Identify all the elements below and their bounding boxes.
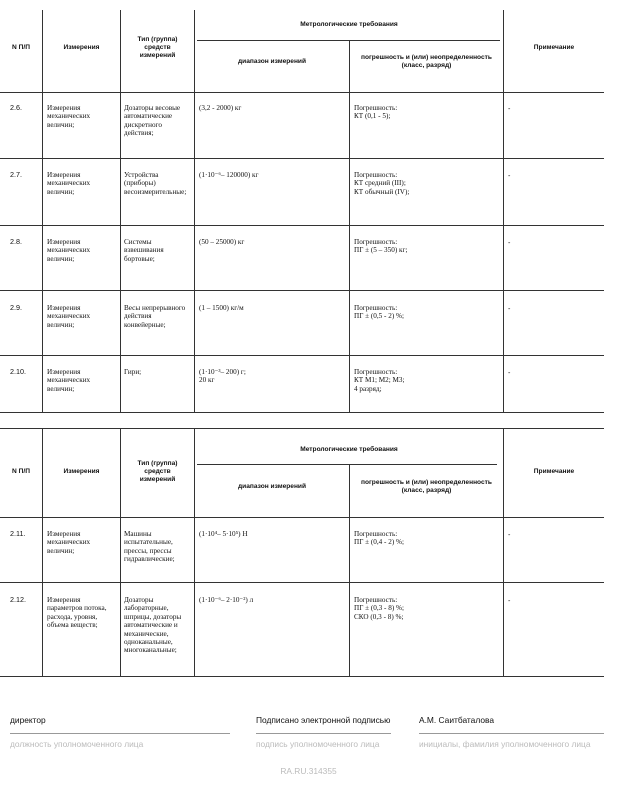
row-type: Весы непрерывного действия конвейерные; [124, 304, 186, 329]
row-note: - [508, 238, 511, 247]
row-type: Гири; [124, 368, 142, 376]
table-2-top-rule [0, 428, 604, 429]
row-divider [0, 355, 604, 356]
signature-caption: подпись уполномоченного лица [256, 739, 380, 749]
row-error: Погрешность: ПГ ± (0,3 - 8) %; СКО (0,3 - 8) %; [354, 596, 405, 621]
col-divider [503, 428, 504, 676]
col-divider [194, 428, 195, 676]
row-divider [0, 225, 604, 226]
header-type: Тип (группа) средств измерений [137, 460, 178, 484]
row-range: (3,2 - 2000) кг [199, 104, 242, 112]
row-error: Погрешность: ПГ ± (0,5 - 2) %; [354, 304, 405, 321]
row-type: Машины испытательные, прессы, прессы гидравлические; [124, 530, 175, 564]
row-error: Погрешность: ПГ ± (0,4 - 2) %; [354, 530, 405, 547]
row-measure: Измерения механических величин; [47, 238, 91, 263]
table-2-header-bottom-rule [0, 517, 604, 518]
row-number: 2.6. [10, 103, 22, 112]
row-note: - [508, 530, 511, 539]
table-2-bottom-rule [0, 676, 604, 677]
header-measure: Измерения [63, 44, 100, 51]
signed-electronically: Подписано электронной подписью [256, 715, 391, 725]
row-divider [0, 158, 604, 159]
row-note: - [508, 104, 511, 113]
col-divider [503, 10, 504, 412]
col-divider [120, 10, 121, 412]
position-underline [10, 733, 230, 734]
row-range: (1·10⁻⁶– 2·10⁻²) л [199, 596, 254, 604]
header-num: N П/П [12, 468, 30, 475]
position-caption: должность уполномоченного лица [10, 739, 144, 749]
row-range: (1·10⁻⁶– 120000) кг [199, 171, 259, 179]
row-note: - [508, 171, 511, 180]
row-range: (1·10⁻³– 200) г; 20 кг [199, 368, 246, 385]
row-number: 2.11. [10, 529, 26, 538]
row-error: Погрешность: КТ средний (III); КТ обычный (IV); [354, 171, 410, 196]
row-error: Погрешность: КТ М1; М2; М3; 4 разряд; [354, 368, 405, 393]
row-range: (1 – 1500) кг/м [199, 304, 244, 312]
name-caption: инициалы, фамилия уполномоченного лица [419, 739, 591, 749]
row-measure: Измерения механических величин; [47, 304, 91, 329]
row-number: 2.10. [10, 367, 26, 376]
header-note: Примечание [533, 468, 575, 475]
row-type: Дозаторы лабораторные, шприцы, дозаторы автоматические и механические, одноканальные, многоканальные; [124, 596, 182, 655]
col-divider [194, 10, 195, 412]
row-number: 2.9. [10, 303, 22, 312]
header-error: погрешность и (или) неопределенность (класс, разряд) [361, 54, 492, 70]
document-footer-id: RA.RU.314355 [280, 766, 337, 776]
row-range: (1·10⁴– 5·10⁵) Н [199, 530, 248, 538]
row-measure: Измерения механических величин; [47, 368, 91, 393]
row-measure: Измерения механических величин; [47, 104, 91, 129]
col-divider [42, 10, 43, 412]
table-1-bottom-rule [0, 412, 604, 413]
header-metro: Метрологические требования [300, 21, 398, 28]
row-measure: Измерения механических величин; [47, 171, 91, 196]
row-number: 2.7. [10, 170, 22, 179]
header-type: Тип (группа) средств измерений [137, 36, 178, 60]
row-divider [0, 290, 604, 291]
table-2-metro-subheader-rule [197, 464, 497, 465]
row-error: Погрешность: ПГ ± (5 – 350) кг; [354, 238, 408, 255]
header-range: диапазон измерений [237, 58, 307, 65]
header-range: диапазон измерений [237, 483, 307, 490]
col-divider [349, 40, 350, 412]
name-underline [419, 733, 604, 734]
signer-name: А.М. Саитбаталова [419, 715, 494, 725]
header-metro: Метрологические требования [300, 446, 398, 453]
col-divider [349, 464, 350, 676]
row-type: Дозаторы весовые автоматические дискретного действия; [124, 104, 181, 138]
row-error: Погрешность: КТ (0,1 - 5); [354, 104, 398, 121]
signature-underline [256, 733, 391, 734]
table-1-header-bottom-rule [0, 92, 604, 93]
header-measure: Измерения [63, 468, 100, 475]
row-type: Устройства (приборы) весоизмерительные; [124, 171, 187, 196]
row-note: - [508, 304, 511, 313]
row-note: - [508, 368, 511, 377]
row-note: - [508, 596, 511, 605]
header-note: Примечание [533, 44, 575, 51]
row-measure: Измерения параметров потока, расхода, уровня, объема веществ; [47, 596, 107, 630]
row-number: 2.12. [10, 595, 26, 604]
signer-position: директор [10, 715, 46, 725]
header-num: N П/П [12, 44, 30, 51]
row-measure: Измерения механических величин; [47, 530, 91, 555]
col-divider [42, 428, 43, 676]
row-divider [0, 582, 604, 583]
row-number: 2.8. [10, 237, 22, 246]
header-error: погрешность и (или) неопределенность (класс, разряд) [361, 479, 492, 495]
row-type: Системы взвешивания бортовые; [124, 238, 164, 263]
row-range: (50 – 25000) кг [199, 238, 245, 246]
